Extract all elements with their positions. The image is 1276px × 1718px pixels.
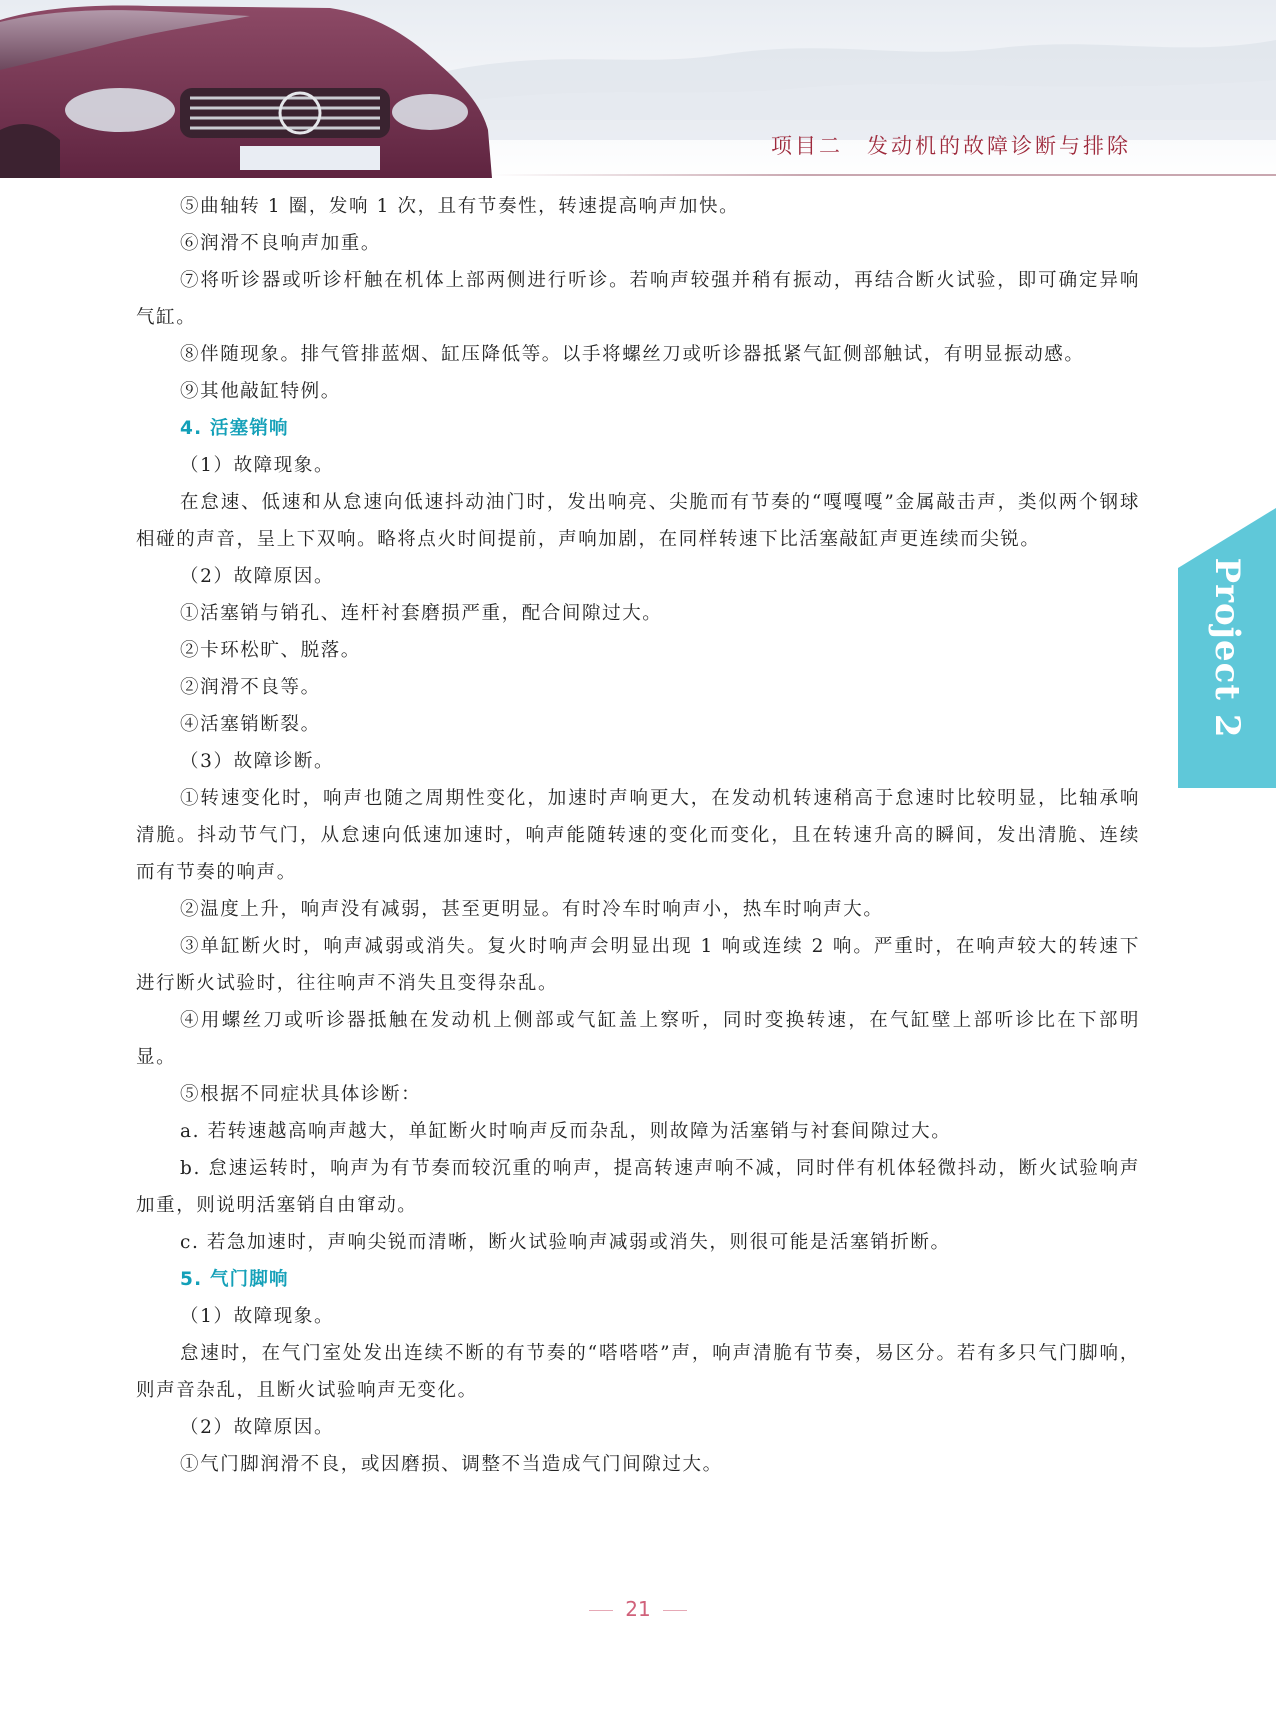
project-side-tab: [1178, 508, 1276, 788]
body-paragraph: ②温度上升，响声没有减弱，甚至更明显。有时冷车时响声小，热车时响声大。: [180, 899, 884, 920]
body-paragraph: （1）故障现象。: [180, 455, 335, 476]
side-tab-label: Project 2: [1207, 557, 1247, 739]
body-paragraph: 怠速时，在气门室处发出连续不断的有节奏的“嗒嗒嗒”声，响声清脆有节奏，易区分。若有多只气门脚响，则声音杂乱，且断火试验响声无变化。: [136, 1343, 1140, 1401]
chapter-name: 发动机的故障诊断与排除: [867, 134, 1131, 158]
body-paragraph: ⑧伴随现象。排气管排蓝烟、缸压降低等。以手将螺丝刀或听诊器抵紧气缸侧部触试，有明显振动感。: [180, 344, 1085, 365]
body-paragraph: （2）故障原因。: [180, 1417, 335, 1438]
main-content: [136, 188, 1140, 1483]
section-heading: 5. 气门脚响: [180, 1269, 289, 1290]
body-paragraph: ②卡环松旷、脱落。: [180, 640, 361, 661]
body-paragraph: ②润滑不良等。: [180, 677, 321, 698]
body-paragraph: ⑤曲轴转 1 圈，发响 1 次，且有节奏性，转速提高响声加快。: [180, 196, 740, 217]
body-paragraph: ③单缸断火时，响声减弱或消失。复火时响声会明显出现 1 响或连续 2 响。严重时，在响声较大的转速下进行断火试验时，往往响声不消失且变得杂乱。: [136, 936, 1140, 994]
body-paragraph: 在怠速、低速和从怠速向低速抖动油门时，发出响亮、尖脆而有节奏的“嘎嘎嘎”金属敲击声，类似两个钢球相碰的声音，呈上下双响。略将点火时间提前，声响加剧，在同样转速下比活塞敲缸声更连续而尖锐。: [136, 492, 1140, 550]
page-number: 21: [625, 1597, 651, 1621]
body-paragraph: ⑤根据不同症状具体诊断：: [180, 1084, 422, 1105]
body-paragraph: b. 怠速运转时，响声为有节奏而较沉重的响声，提高转速声响不减，同时伴有机体轻微抖动，断火试验响声加重，则说明活塞销自由窜动。: [136, 1158, 1140, 1216]
body-paragraph: ⑦将听诊器或听诊杆触在机体上部两侧进行听诊。若响声较强并稍有振动，再结合断火试验，即可确定异响气缸。: [136, 270, 1140, 328]
body-paragraph: a. 若转速越高响声越大，单缸断火时响声反而杂乱，则故障为活塞销与衬套间隙过大。: [180, 1121, 952, 1142]
page-footer: [0, 1597, 1276, 1621]
body-paragraph: c. 若急加速时，声响尖锐而清晰，断火试验响声减弱或消失，则很可能是活塞销折断。: [180, 1232, 951, 1253]
section-heading: 4. 活塞销响: [180, 418, 289, 439]
body-paragraph: （3）故障诊断。: [180, 751, 335, 772]
chapter-title: [771, 130, 1131, 160]
body-paragraph: ①活塞销与销孔、连杆衬套磨损严重，配合间隙过大。: [180, 603, 663, 624]
header-rule: [490, 174, 1276, 176]
project-label: 项目二: [771, 134, 843, 158]
body-paragraph: ①转速变化时，响声也随之周期性变化，加速时声响更大，在发动机转速稍高于怠速时比较明显，比轴承响清脆。抖动节气门，从怠速向低速加速时，响声能随转速的变化而变化，且在转速升高的瞬间，发出清脆、连续而有节奏的响声。: [136, 788, 1140, 883]
body-paragraph: ④活塞销断裂。: [180, 714, 321, 735]
footer-dash-right: [663, 1610, 687, 1611]
body-paragraph: （2）故障原因。: [180, 566, 335, 587]
body-paragraph: ①气门脚润滑不良，或因磨损、调整不当造成气门间隙过大。: [180, 1454, 723, 1475]
body-paragraph: ⑨其他敲缸特例。: [180, 381, 341, 402]
car-illustration: [0, 0, 500, 178]
body-paragraph: ⑥润滑不良响声加重。: [180, 233, 382, 254]
body-paragraph: （1）故障现象。: [180, 1306, 335, 1327]
body-paragraph: ④用螺丝刀或听诊器抵触在发动机上侧部或气缸盖上察听，同时变换转速，在气缸壁上部听诊比在下部明显。: [136, 1010, 1140, 1068]
footer-dash-left: [589, 1610, 613, 1611]
